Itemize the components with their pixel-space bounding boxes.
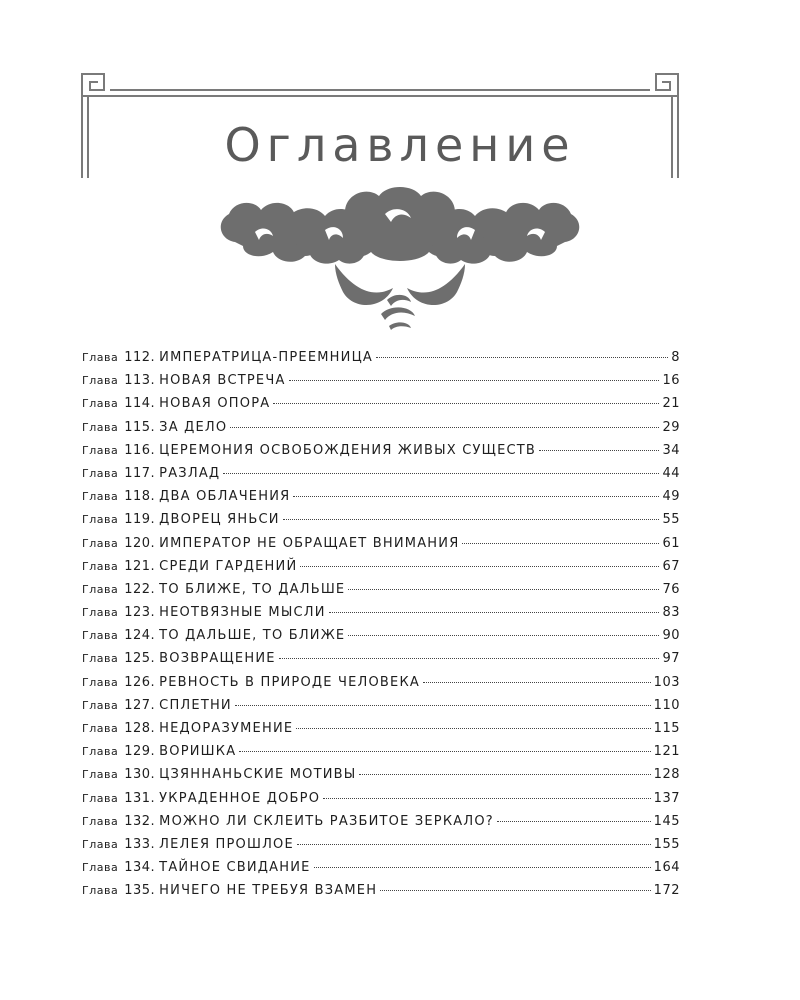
toc-chapter-label: Глава xyxy=(82,722,119,735)
toc-chapter-title: ТАЙНОЕ СВИДАНИЕ xyxy=(159,860,311,876)
toc-dot-leader xyxy=(235,705,651,706)
toc-chapter-title: ИМПЕРАТОР НЕ ОБРАЩАЕТ ВНИМАНИЯ xyxy=(159,535,460,551)
toc-chapter-number: 125. xyxy=(124,651,156,667)
toc-chapter-title: НОВАЯ ОПОРА xyxy=(159,396,271,412)
toc-page-number: 90 xyxy=(662,628,680,644)
toc-chapter-number: 121. xyxy=(124,558,156,574)
toc-chapter-title: НЕОТВЯЗНЫЕ МЫСЛИ xyxy=(159,605,326,621)
toc-chapter-number: 135. xyxy=(124,883,156,899)
toc-chapter-label: Глава xyxy=(82,884,119,898)
toc-chapter-label: Глава xyxy=(82,791,119,805)
toc-dot-leader xyxy=(323,798,651,799)
toc-chapter-label: Глава xyxy=(82,629,119,643)
toc-page-number: 103 xyxy=(653,674,680,690)
toc-chapter-number: 133. xyxy=(124,836,156,852)
toc-chapter-number: 128. xyxy=(124,721,156,736)
toc-chapter-title: ЗА ДЕЛО xyxy=(159,419,228,435)
toc-chapter-title: НЕДОРАЗУМЕНИЕ xyxy=(159,721,294,736)
toc-page-number: 164 xyxy=(653,860,680,876)
toc-entry[interactable] xyxy=(82,489,680,512)
toc-chapter-title: НОВАЯ ВСТРЕЧА xyxy=(159,373,286,389)
toc-chapter-label: Глава xyxy=(82,351,119,364)
toc-dot-leader xyxy=(279,658,660,659)
toc-chapter-number: 127. xyxy=(124,697,156,713)
toc-chapter-label: Глава xyxy=(82,652,119,666)
toc-chapter-label: Глава xyxy=(82,814,119,828)
toc-chapter-title: СРЕДИ ГАРДЕНИЙ xyxy=(159,558,298,574)
toc-entry[interactable] xyxy=(82,582,680,605)
toc-page-number: 110 xyxy=(653,697,680,713)
toc-page-number: 44 xyxy=(662,465,680,481)
toc-chapter-number: 134. xyxy=(124,860,156,876)
toc-chapter-number: 123. xyxy=(124,605,156,621)
toc-page-number: 8 xyxy=(671,350,680,365)
toc-dot-leader xyxy=(300,566,659,567)
toc-chapter-title: ЦЗЯННАНЬСКИЕ МОТИВЫ xyxy=(159,767,357,783)
toc-chapter-number: 120. xyxy=(124,535,156,551)
toc-chapter-label: Глава xyxy=(82,606,119,620)
toc-chapter-label: Глава xyxy=(82,582,119,596)
toc-chapter-label: Глава xyxy=(82,745,119,759)
toc-dot-leader xyxy=(380,890,651,891)
toc-chapter-label: Глава xyxy=(82,559,119,573)
toc-dot-leader xyxy=(497,821,651,822)
toc-entry[interactable] xyxy=(82,536,680,559)
toc-page-number: 121 xyxy=(653,744,680,760)
toc-chapter-number: 129. xyxy=(124,744,156,760)
toc-entry[interactable] xyxy=(82,837,680,860)
toc-entry[interactable] xyxy=(82,628,680,651)
toc-page-number: 16 xyxy=(662,373,680,389)
toc-chapter-title: НИЧЕГО НЕ ТРЕБУЯ ВЗАМЕН xyxy=(159,883,378,899)
toc-page-number: 61 xyxy=(662,535,680,551)
toc-entry[interactable] xyxy=(82,791,680,814)
toc-page-number: 34 xyxy=(662,442,680,458)
toc-entry[interactable] xyxy=(82,420,680,443)
toc-entry[interactable] xyxy=(82,396,680,419)
toc-chapter-label: Глава xyxy=(82,837,119,851)
toc-chapter-title: ЦЕРЕМОНИЯ ОСВОБОЖДЕНИЯ ЖИВЫХ СУЩЕСТВ xyxy=(159,442,537,458)
toc-chapter-title: ИМПЕРАТРИЦА-ПРЕЕМНИЦА xyxy=(159,350,373,365)
toc-chapter-label: Глава xyxy=(82,397,119,411)
toc-dot-leader xyxy=(297,844,651,845)
toc-page-number: 172 xyxy=(653,883,680,899)
toc-chapter-label: Глава xyxy=(82,675,119,689)
toc-page-number: 115 xyxy=(653,721,680,736)
toc-entry[interactable] xyxy=(82,767,680,790)
toc-page-number: 76 xyxy=(662,581,680,597)
toc-chapter-number: 112. xyxy=(124,350,156,365)
toc-page-number: 145 xyxy=(653,813,680,829)
toc-entry[interactable] xyxy=(82,814,680,837)
toc-dot-leader xyxy=(376,357,668,358)
toc-chapter-title: СПЛЕТНИ xyxy=(159,697,232,713)
toc-page-number: 83 xyxy=(662,605,680,621)
toc-chapter-number: 116. xyxy=(124,442,156,458)
toc-entry[interactable] xyxy=(82,350,680,373)
toc-chapter-number: 115. xyxy=(124,419,156,435)
toc-chapter-title: ТО БЛИЖЕ, ТО ДАЛЬШЕ xyxy=(159,581,346,597)
toc-entry[interactable] xyxy=(82,698,680,721)
table-of-contents xyxy=(82,350,680,907)
toc-chapter-number: 118. xyxy=(124,489,156,505)
toc-entry[interactable] xyxy=(82,721,680,744)
toc-chapter-title: ВОРИШКА xyxy=(159,744,237,760)
toc-page-number: 155 xyxy=(653,836,680,852)
toc-dot-leader xyxy=(230,427,659,428)
toc-chapter-title: МОЖНО ЛИ СКЛЕИТЬ РАЗБИТОЕ ЗЕРКАЛО? xyxy=(159,813,494,829)
toc-chapter-label: Глава xyxy=(82,443,119,457)
toc-chapter-label: Глава xyxy=(82,861,119,875)
toc-dot-leader xyxy=(329,612,660,613)
toc-chapter-title: ЛЕЛЕЯ ПРОШЛОЕ xyxy=(159,836,294,852)
toc-chapter-title: ТО ДАЛЬШЕ, ТО БЛИЖЕ xyxy=(159,628,346,644)
toc-chapter-title: УКРАДЕННОЕ ДОБРО xyxy=(159,790,321,806)
toc-page-number: 21 xyxy=(662,396,680,412)
toc-entry[interactable] xyxy=(82,559,680,582)
toc-chapter-label: Глава xyxy=(82,513,119,527)
toc-dot-leader xyxy=(462,543,659,544)
toc-chapter-title: ДВА ОБЛАЧЕНИЯ xyxy=(159,489,291,505)
toc-page-number: 49 xyxy=(662,489,680,505)
toc-entry[interactable] xyxy=(82,373,680,396)
toc-page-number: 97 xyxy=(662,651,680,667)
toc-dot-leader xyxy=(359,774,650,775)
toc-page-number: 55 xyxy=(662,512,680,528)
toc-chapter-number: 131. xyxy=(124,790,156,806)
toc-dot-leader xyxy=(539,450,659,451)
toc-chapter-title: ДВОРЕЦ ЯНЬСИ xyxy=(159,512,280,528)
toc-chapter-title: ВОЗВРАЩЕНИЕ xyxy=(159,651,276,667)
toc-entry[interactable] xyxy=(82,651,680,674)
toc-page-number: 137 xyxy=(653,790,680,806)
toc-entry[interactable] xyxy=(82,675,680,698)
toc-dot-leader xyxy=(223,473,659,474)
toc-entry[interactable] xyxy=(82,605,680,628)
toc-dot-leader xyxy=(296,728,650,729)
toc-chapter-label: Глава xyxy=(82,420,119,434)
toc-dot-leader xyxy=(348,589,659,590)
toc-chapter-number: 130. xyxy=(124,767,156,783)
toc-chapter-label: Глава xyxy=(82,490,119,504)
toc-chapter-title: РАЗЛАД xyxy=(159,465,221,481)
toc-chapter-label: Глава xyxy=(82,536,119,550)
page-title: Оглавление xyxy=(224,118,576,172)
toc-entry[interactable] xyxy=(82,512,680,535)
toc-entry[interactable] xyxy=(82,443,680,466)
toc-chapter-number: 124. xyxy=(124,628,156,644)
toc-chapter-label: Глава xyxy=(82,466,119,480)
toc-chapter-title: РЕВНОСТЬ В ПРИРОДЕ ЧЕЛОВЕКА xyxy=(159,674,420,690)
toc-dot-leader xyxy=(348,635,659,636)
toc-entry[interactable] xyxy=(82,466,680,489)
toc-entry[interactable] xyxy=(82,860,680,883)
toc-dot-leader xyxy=(239,751,650,752)
toc-dot-leader xyxy=(289,380,660,381)
toc-chapter-number: 117. xyxy=(124,465,156,481)
toc-dot-leader xyxy=(314,867,651,868)
toc-dot-leader xyxy=(423,682,651,683)
toc-chapter-number: 126. xyxy=(124,674,156,690)
toc-page-number: 67 xyxy=(662,558,680,574)
toc-chapter-label: Глава xyxy=(82,768,119,782)
cloud-ornament-icon xyxy=(215,182,585,332)
toc-chapter-label: Глава xyxy=(82,374,119,388)
toc-dot-leader xyxy=(283,519,660,520)
toc-chapter-number: 132. xyxy=(124,813,156,829)
toc-chapter-number: 113. xyxy=(124,373,156,389)
toc-chapter-label: Глава xyxy=(82,698,119,712)
toc-chapter-number: 119. xyxy=(124,512,156,528)
toc-entry[interactable] xyxy=(82,883,680,906)
toc-dot-leader xyxy=(293,496,659,497)
toc-page-number: 29 xyxy=(662,419,680,435)
toc-entry[interactable] xyxy=(82,744,680,767)
toc-dot-leader xyxy=(273,403,659,404)
toc-page-number: 128 xyxy=(653,767,680,783)
toc-chapter-number: 114. xyxy=(124,396,156,412)
toc-chapter-number: 122. xyxy=(124,581,156,597)
